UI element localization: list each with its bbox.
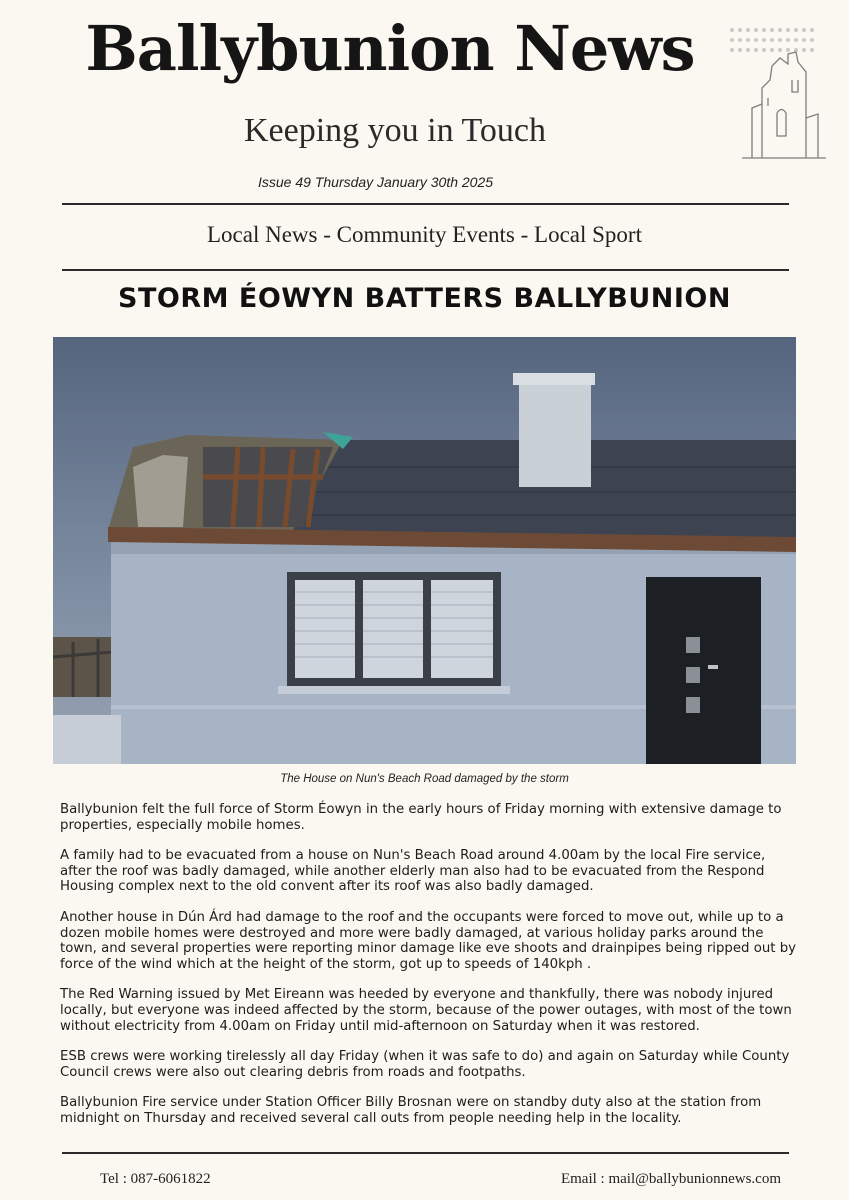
tagline: Keeping you in Touch xyxy=(244,112,546,149)
footer-email[interactable]: Email : mail@ballybunionnews.com xyxy=(560,1171,781,1187)
divider-bottom xyxy=(62,1152,789,1154)
divider-top xyxy=(62,203,789,205)
storm-damaged-house-photo xyxy=(53,337,796,764)
paragraph: The Red Warning issued by Met Eireann was heeded by everyone and thankfully, there was nobody injured locally, but everyone was indeed affected by the storm, because of the power outages, with most of the town without electricity from 4.00am on Friday until mid-afternoon on Saturday when it was restored. xyxy=(60,987,792,1034)
paragraph: ESB crews were working tirelessly all day Friday (when it was safe to do) and again on Saturday while County Council crews were also out clearing debris from roads and footpaths. xyxy=(60,1049,790,1080)
section-list: Local News - Community Events - Local Sport xyxy=(206,222,642,247)
issue-date: Issue 49 Thursday January 30th 2025 xyxy=(258,174,494,190)
image-caption: The House on Nun's Beach Road damaged by the storm xyxy=(280,773,569,785)
footer-telephone: Tel : 087-6061822 xyxy=(100,1171,211,1187)
paragraph: Ballybunion felt the full force of Storm Éowyn in the early hours of Friday morning with extensive damage to properties, especially mobile homes. xyxy=(60,802,782,833)
masthead-title: Ballybunion News xyxy=(85,12,695,85)
paragraph: A family had to be evacuated from a house on Nun's Beach Road around 4.00am by the local Fire service, after the roof was badly damaged, while another elderly man also had to be evacuated from the Respond Housing complex next to the old convent after its roof was also badly damaged. xyxy=(60,848,766,895)
article-body xyxy=(60,802,800,1142)
paragraph: Ballybunion Fire service under Station Officer Billy Brosnan were on standby duty also at the station from midnight on Thursday and received several call outs from people needing help in the locality. xyxy=(60,1095,762,1126)
paragraph: Another house in Dún Árd had damage to the roof and the occupants were forced to move out, while up to a dozen mobile homes were destroyed and more were badly damaged, at various holiday parks around the town, and several properties were reporting minor damage like eve shoots and drainpipes being ripped out by force of the wind which at the height of the storm, got up to speeds of 140kph . xyxy=(60,909,797,972)
divider-middle xyxy=(62,269,789,271)
headline: STORM ÉOWYN BATTERS BALLYBUNION xyxy=(118,283,731,314)
